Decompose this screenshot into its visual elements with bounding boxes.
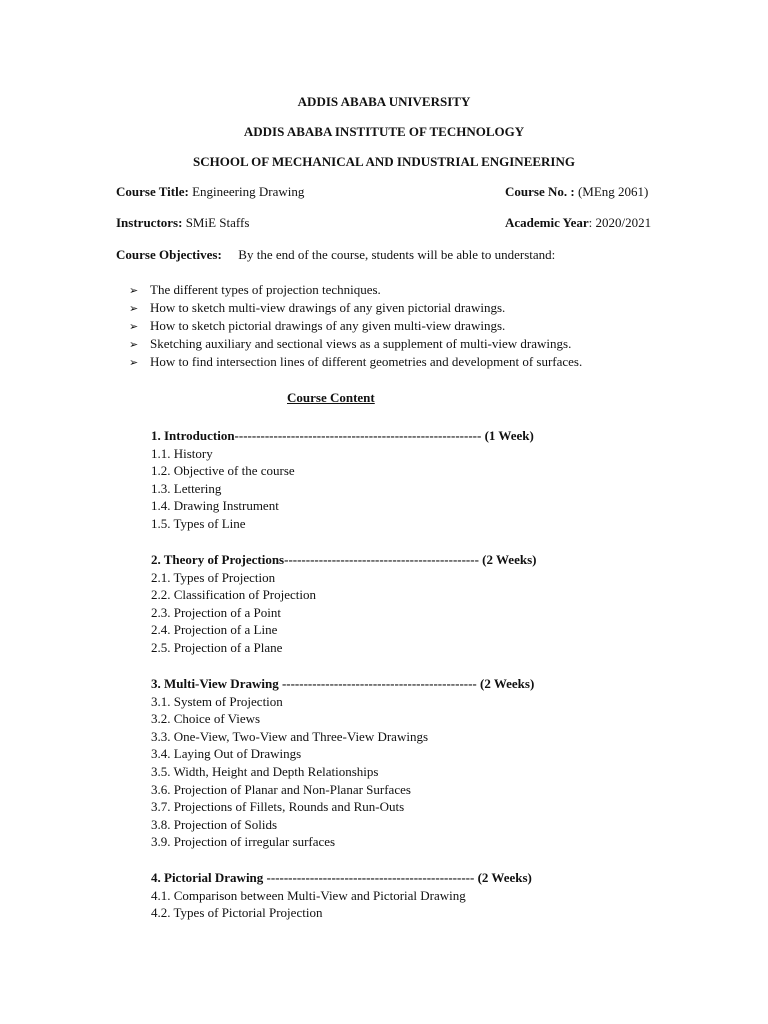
academic-year-label: Academic Year <box>505 215 589 230</box>
arrow-bullet-icon: ➢ <box>129 339 139 351</box>
subtopic-item: 1.5. Types of Line <box>151 515 246 531</box>
section-title: 4. Pictorial Drawing ------------------------------------------------ (2 Weeks) <box>151 870 532 885</box>
academic-year-row <box>505 215 651 231</box>
instructors-label: Instructors: <box>116 215 183 230</box>
subtopic-item: 3.1. System of Projection <box>151 693 283 709</box>
subtopic-item: 4.1. Comparison between Multi-View and Pictorial Drawing <box>151 887 466 903</box>
course-title-value: Engineering Drawing <box>192 184 305 199</box>
subtopic-item: 1.2. Objective of the course <box>151 463 295 479</box>
course-number-label: Course No. : <box>505 184 575 199</box>
arrow-bullet-icon: ➢ <box>129 303 139 315</box>
subtopic-item: 3.9. Projection of irregular surfaces <box>151 834 336 850</box>
subtopic-item: 2.2. Classification of Projection <box>151 587 317 603</box>
section-title: 3. Multi-View Drawing --------------------------------------------- (2 Weeks) <box>151 676 535 691</box>
objective-text: The different types of projection techniques. <box>150 282 381 297</box>
course-title-row <box>116 184 304 200</box>
objective-item <box>129 353 582 371</box>
university-name: ADDIS ABABA UNIVERSITY <box>297 94 471 109</box>
objectives-label: Course Objectives: <box>116 247 222 262</box>
content-section-3 <box>151 675 534 851</box>
section-title: 1. Introduction--------------------------------------------------------- (1 Week) <box>151 428 534 443</box>
subtopic-item: 2.1. Types of Projection <box>151 569 276 585</box>
arrow-bullet-icon: ➢ <box>129 285 139 297</box>
content-section-4 <box>151 869 532 922</box>
objective-text: Sketching auxiliary and sectional views as a supplement of multi-view drawings. <box>150 336 572 351</box>
objectives-row <box>116 247 555 263</box>
objective-text: How to find intersection lines of different geometries and development of surfaces. <box>150 354 583 369</box>
subtopic-item: 3.3. One-View, Two-View and Three-View Drawings <box>151 728 429 744</box>
subtopic-item: 1.3. Lettering <box>151 480 222 496</box>
objective-item <box>129 281 582 299</box>
subtopic-item: 2.3. Projection of a Point <box>151 604 281 620</box>
subtopic-item: 3.5. Width, Height and Depth Relationships <box>151 763 379 779</box>
subtopic-item: 1.1. History <box>151 445 213 461</box>
subtopic-item: 3.4. Laying Out of Drawings <box>151 746 302 762</box>
course-number-value: (MEng 2061) <box>577 184 649 199</box>
objectives-list <box>129 281 582 371</box>
school-name: SCHOOL OF MECHANICAL AND INDUSTRIAL ENGINEERING <box>192 154 575 169</box>
objective-text: How to sketch pictorial drawings of any given multi-view drawings. <box>150 318 506 333</box>
content-section-1 <box>151 427 534 533</box>
course-number-row <box>505 184 648 200</box>
instructors-value: SMiE Staffs <box>185 215 250 230</box>
subtopic-item: 3.7. Projections of Fillets, Rounds and Run-Outs <box>151 799 405 815</box>
subtopic-item: 3.8. Projection of Solids <box>151 816 278 832</box>
objective-item <box>129 299 582 317</box>
arrow-bullet-icon: ➢ <box>129 321 139 333</box>
subtopic-item: 3.2. Choice of Views <box>151 711 261 727</box>
subtopic-item: 1.4. Drawing Instrument <box>151 498 279 514</box>
content-section-2 <box>151 551 536 657</box>
course-title-label: Course Title: <box>116 184 189 199</box>
subtopic-item: 2.4. Projection of a Line <box>151 622 278 638</box>
section-title: 2. Theory of Projections--------------------------------------------- (2 Weeks) <box>151 552 537 567</box>
academic-year-value: : 2020/2021 <box>588 215 652 230</box>
subtopic-item: 3.6. Projection of Planar and Non-Planar Surfaces <box>151 781 411 797</box>
objectives-intro: By the end of the course, students will be able to understand: <box>238 247 556 262</box>
subtopic-item: 2.5. Projection of a Plane <box>151 639 283 655</box>
objective-text: How to sketch multi-view drawings of any given pictorial drawings. <box>150 300 506 315</box>
objective-item <box>129 335 582 353</box>
objective-item <box>129 317 582 335</box>
instructors-row <box>116 215 249 231</box>
institute-name: ADDIS ABABA INSTITUTE OF TECHNOLOGY <box>243 124 525 139</box>
course-content-heading: Course Content <box>287 390 375 405</box>
arrow-bullet-icon: ➢ <box>129 357 139 369</box>
subtopic-item: 4.2. Types of Pictorial Projection <box>151 905 323 921</box>
